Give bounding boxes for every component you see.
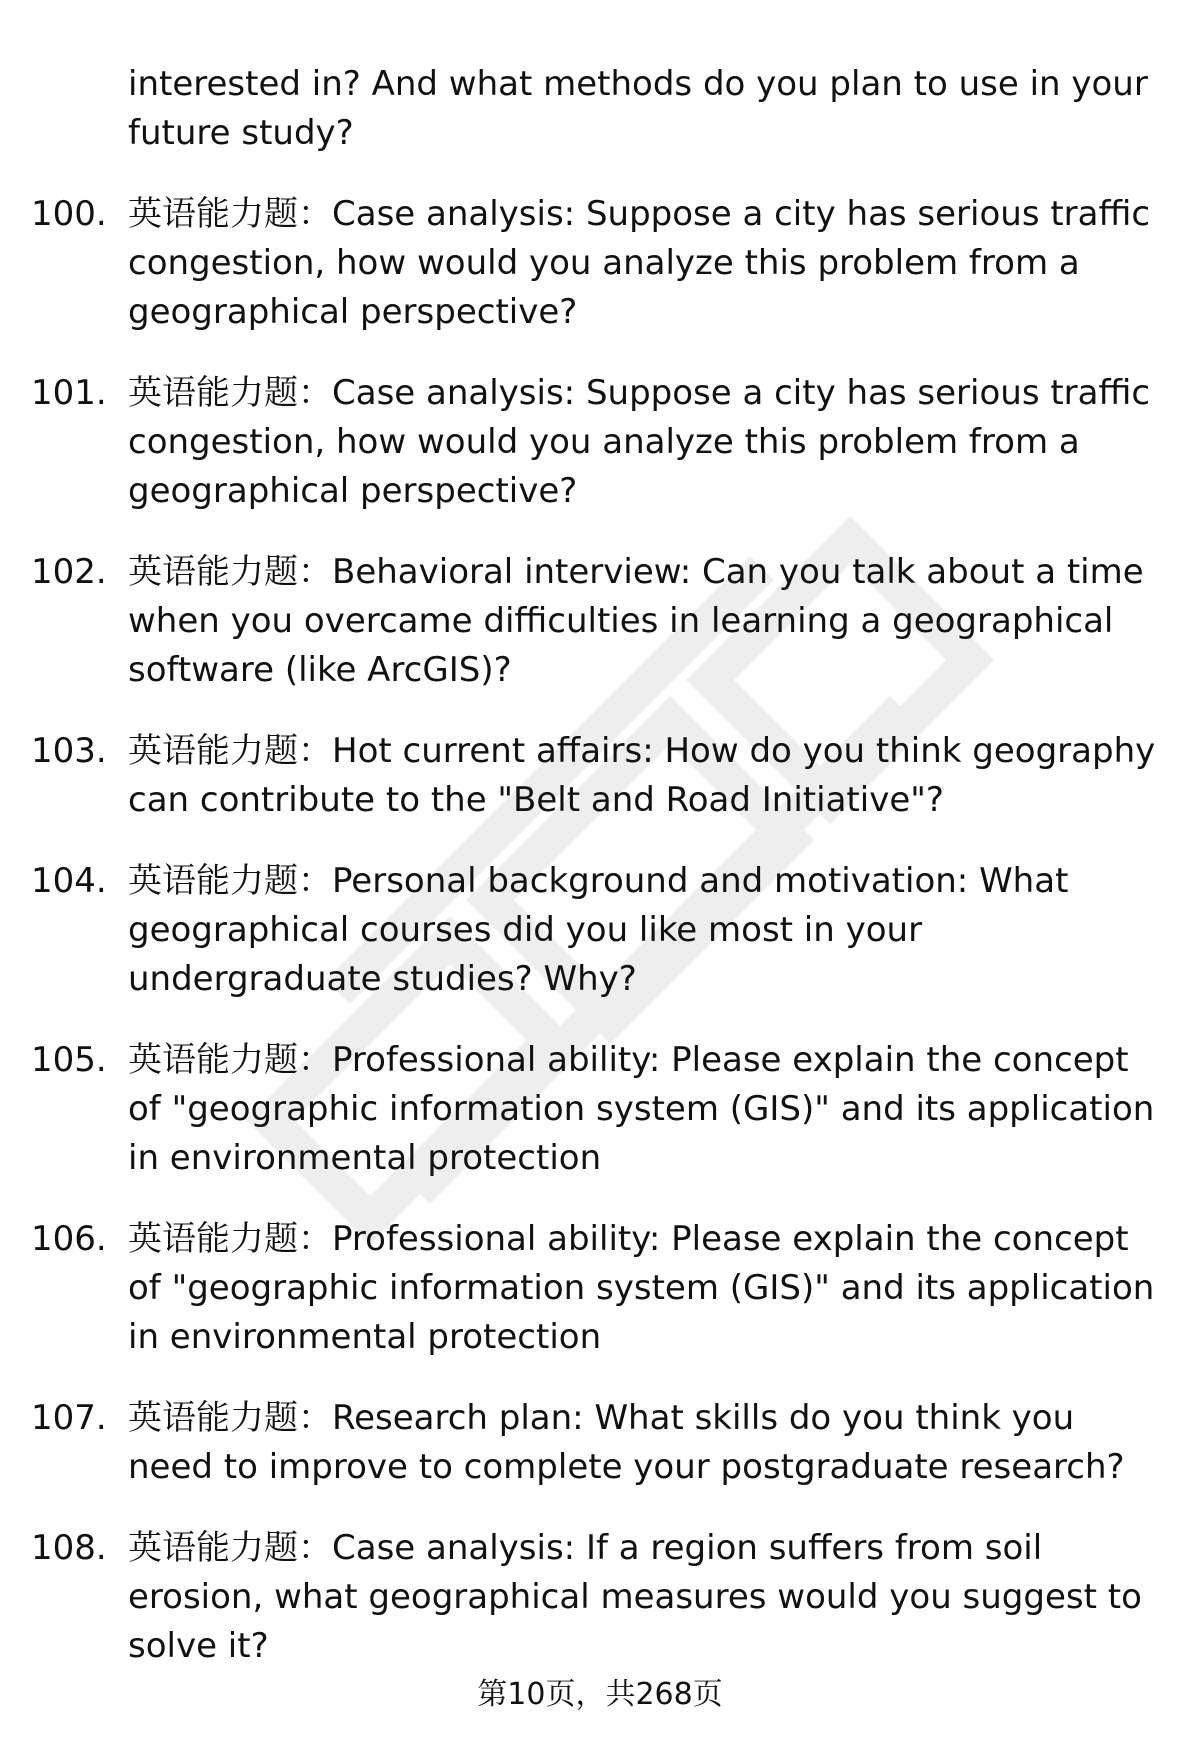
question-text: Hot current affairs: How do you think geography can contribute to the "Belt and Road Initiative"? — [128, 731, 1156, 820]
continuation-text: interested in? And what methods do you plan to use in your future study? — [128, 64, 1148, 153]
question-item — [0, 369, 1163, 516]
question-item — [0, 1524, 1163, 1671]
question-text: Research plan: What skills do you think you need to improve to complete your postgraduate research? — [128, 1398, 1125, 1487]
question-item — [0, 190, 1163, 337]
question-category: 英语能力题： — [128, 1398, 332, 1438]
question-category: 英语能力题： — [128, 373, 332, 413]
question-number: 108. — [31, 1528, 107, 1568]
question-number: 101. — [31, 373, 107, 413]
question-list — [0, 60, 1200, 1703]
question-category: 英语能力题： — [128, 731, 332, 771]
question-text: Case analysis: Suppose a city has serious traffic congestion, how would you analyze this problem from a geographical perspective? — [128, 194, 1151, 332]
question-number: 102. — [31, 552, 107, 592]
question-number: 100. — [31, 194, 107, 234]
question-text: Case analysis: If a region suffers from soil erosion, what geographical measures would you suggest to solve it? — [128, 1528, 1142, 1666]
question-text: Professional ability: Please explain the concept of "geographic information system (GIS)" and its application in environmental protection — [128, 1040, 1155, 1178]
question-category: 英语能力题： — [128, 1219, 332, 1259]
question-item — [0, 1215, 1163, 1362]
question-category: 英语能力题： — [128, 1528, 332, 1568]
question-item — [0, 857, 1163, 1004]
page-footer: 第10页，共268页 — [477, 1677, 723, 1712]
question-number: 104. — [31, 861, 107, 901]
question-text: Personal background and motivation: What geographical courses did you like most in your undergraduate studies? Why? — [128, 861, 1069, 999]
question-number: 107. — [31, 1398, 107, 1438]
question-text: Professional ability: Please explain the concept of "geographic information system (GIS)" and its application in environmental protection — [128, 1219, 1155, 1357]
question-category: 英语能力题： — [128, 194, 332, 234]
question-number: 106. — [31, 1219, 107, 1259]
question-item — [0, 548, 1163, 695]
question-text: Behavioral interview: Can you talk about a time when you overcame difficulties in learning a geographical software (like ArcGIS)? — [128, 552, 1144, 690]
question-item — [0, 1394, 1163, 1492]
question-item — [0, 1036, 1163, 1183]
question-category: 英语能力题： — [128, 552, 332, 592]
question-text: Case analysis: Suppose a city has serious traffic congestion, how would you analyze this problem from a geographical perspective? — [128, 373, 1151, 511]
question-number: 105. — [31, 1040, 107, 1080]
question-item — [0, 727, 1163, 825]
question-category: 英语能力题： — [128, 861, 332, 901]
question-number: 103. — [31, 731, 107, 771]
question-category: 英语能力题： — [128, 1040, 332, 1080]
